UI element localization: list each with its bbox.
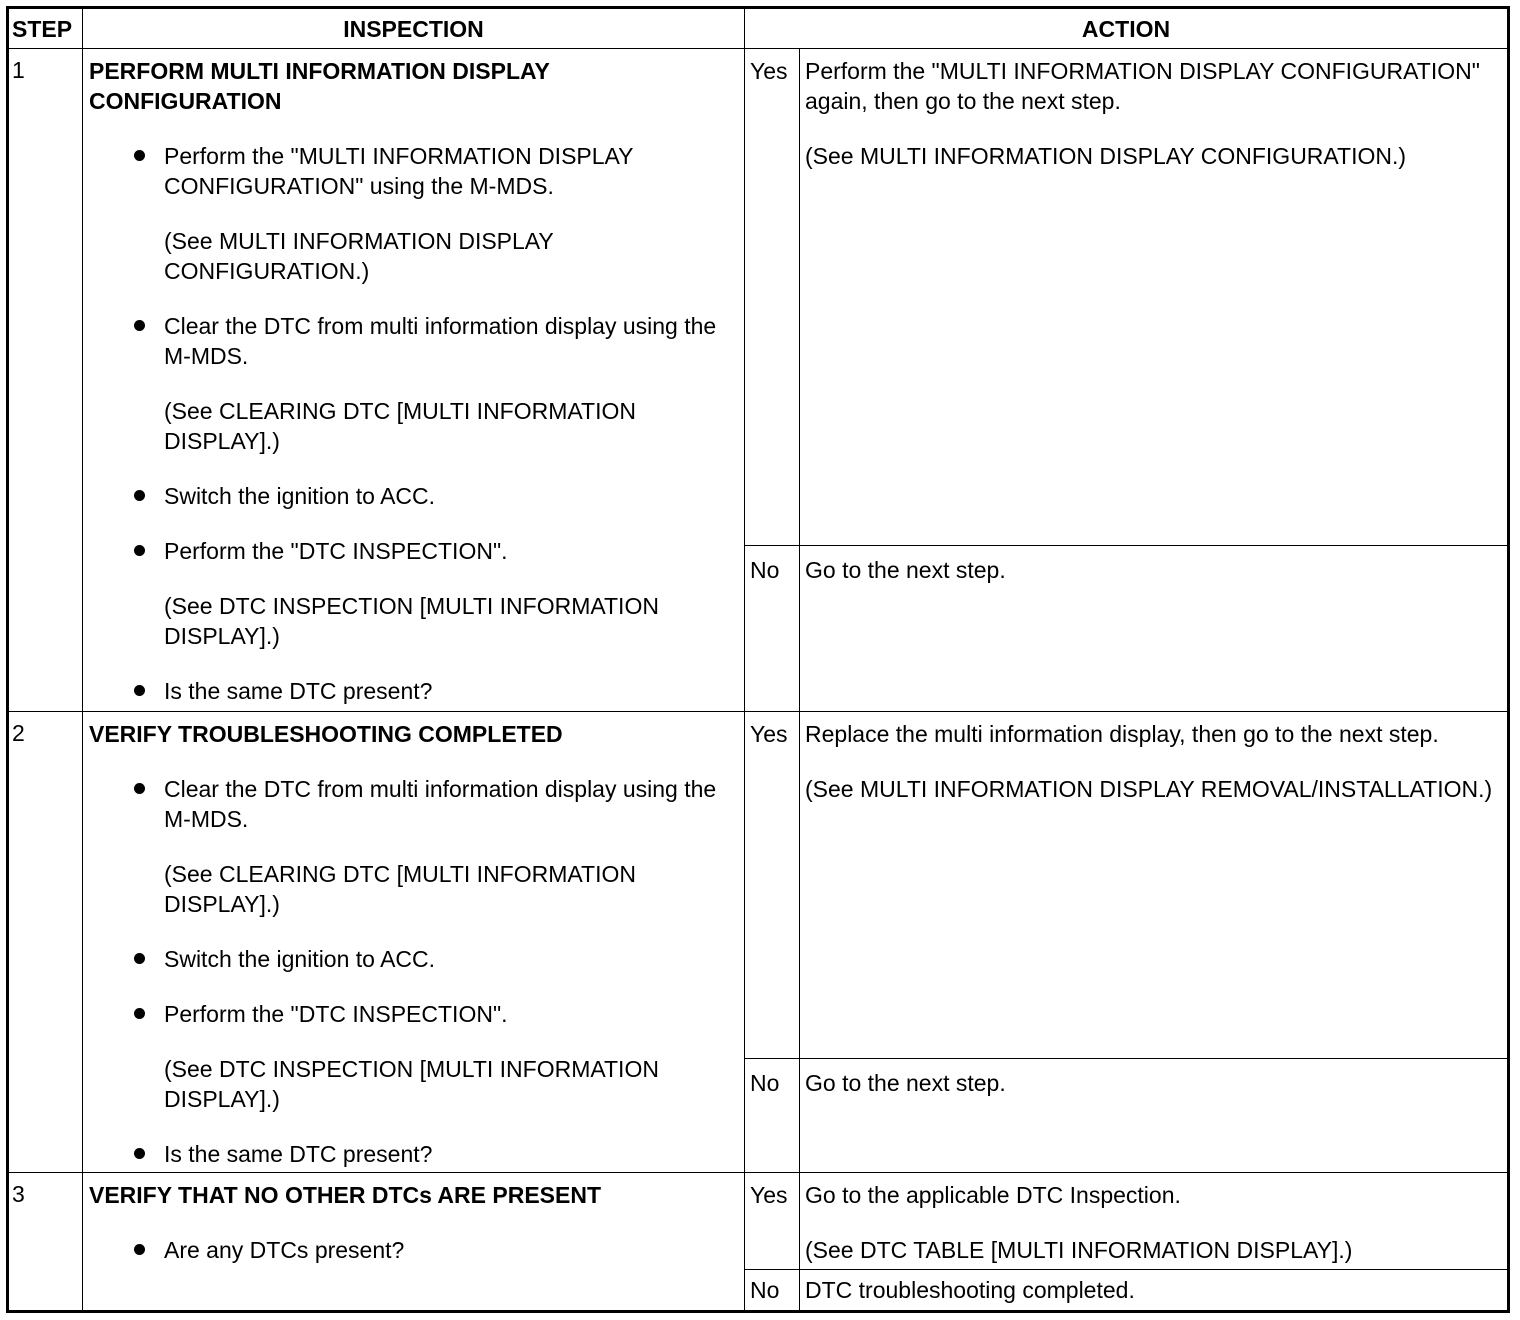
step-title: VERIFY THAT NO OTHER DTCs ARE PRESENT	[89, 1182, 602, 1208]
step-3-yes-row	[8, 1173, 1509, 1270]
bullet-item: Perform the "DTC INSPECTION".	[89, 999, 738, 1029]
reference-text: (See CLEARING DTC [MULTI INFORMATION DISPLAY].)	[164, 861, 636, 917]
bullet-icon	[134, 490, 145, 501]
step-1-yes-row	[8, 49, 1509, 546]
bullet-item: Is the same DTC present?	[89, 676, 738, 706]
bullet-item: Clear the DTC from multi information display using the M-MDS.	[89, 311, 738, 371]
yes-action: Replace the multi information display, then go to the next step. (See MULTI INFORMATION DISPLAY REMOVAL/INSTALLATION.)	[800, 712, 1509, 1059]
step-number: 2	[8, 712, 83, 1173]
no-label: No	[745, 546, 800, 712]
reference-text: (See MULTI INFORMATION DISPLAY CONFIGURATION.)	[164, 228, 554, 284]
bullet-item: Clear the DTC from multi information display using the M-MDS.	[89, 774, 738, 834]
bullet-icon	[134, 320, 145, 331]
no-label: No	[745, 1270, 800, 1312]
bullet-item: Perform the "MULTI INFORMATION DISPLAY CONFIGURATION" using the M-MDS.	[89, 141, 738, 201]
step-number: 3	[8, 1173, 83, 1312]
no-action: Go to the next step.	[800, 546, 1509, 712]
step-2-yes-row	[8, 712, 1509, 1059]
step-number: 1	[8, 49, 83, 712]
bullet-icon	[134, 1244, 145, 1255]
yes-action: Perform the "MULTI INFORMATION DISPLAY CONFIGURATION" again, then go to the next step. (See MULTI INFORMATION DISPLAY CONFIGURATION.)	[800, 49, 1509, 546]
step-3-inspection	[83, 1173, 745, 1312]
no-label: No	[745, 1059, 800, 1173]
bullet-item: Switch the ignition to ACC.	[89, 481, 738, 511]
header-action: ACTION	[745, 8, 1509, 49]
no-action: DTC troubleshooting completed.	[800, 1270, 1509, 1312]
bullet-icon	[134, 685, 145, 696]
bullet-item: Is the same DTC present?	[89, 1139, 738, 1169]
bullet-icon	[134, 783, 145, 794]
header-row	[8, 8, 1509, 49]
bullet-item: Switch the ignition to ACC.	[89, 944, 738, 974]
step-title: VERIFY TROUBLESHOOTING COMPLETED	[89, 721, 563, 747]
yes-label: Yes	[745, 712, 800, 1059]
troubleshooting-table	[6, 6, 1510, 1313]
header-inspection: INSPECTION	[83, 8, 745, 49]
troubleshooting-table-wrapper	[6, 6, 1510, 1313]
step-1-inspection	[83, 49, 745, 712]
bullet-icon	[134, 150, 145, 161]
reference-text: (See DTC INSPECTION [MULTI INFORMATION DISPLAY].)	[164, 1056, 659, 1112]
no-action: Go to the next step.	[800, 1059, 1509, 1173]
header-step: STEP	[8, 8, 83, 49]
step-title: PERFORM MULTI INFORMATION DISPLAY CONFIGURATION	[89, 58, 550, 114]
bullet-icon	[134, 1148, 145, 1159]
bullet-item: Perform the "DTC INSPECTION".	[89, 536, 738, 566]
bullet-icon	[134, 1008, 145, 1019]
step-2-inspection	[83, 712, 745, 1173]
yes-label: Yes	[745, 49, 800, 546]
yes-action: Go to the applicable DTC Inspection. (See DTC TABLE [MULTI INFORMATION DISPLAY].)	[800, 1173, 1509, 1270]
bullet-icon	[134, 953, 145, 964]
bullet-item: Are any DTCs present?	[89, 1235, 738, 1265]
bullet-icon	[134, 545, 145, 556]
reference-text: (See CLEARING DTC [MULTI INFORMATION DISPLAY].)	[164, 398, 636, 454]
reference-text: (See DTC INSPECTION [MULTI INFORMATION DISPLAY].)	[164, 593, 659, 649]
yes-label: Yes	[745, 1173, 800, 1270]
